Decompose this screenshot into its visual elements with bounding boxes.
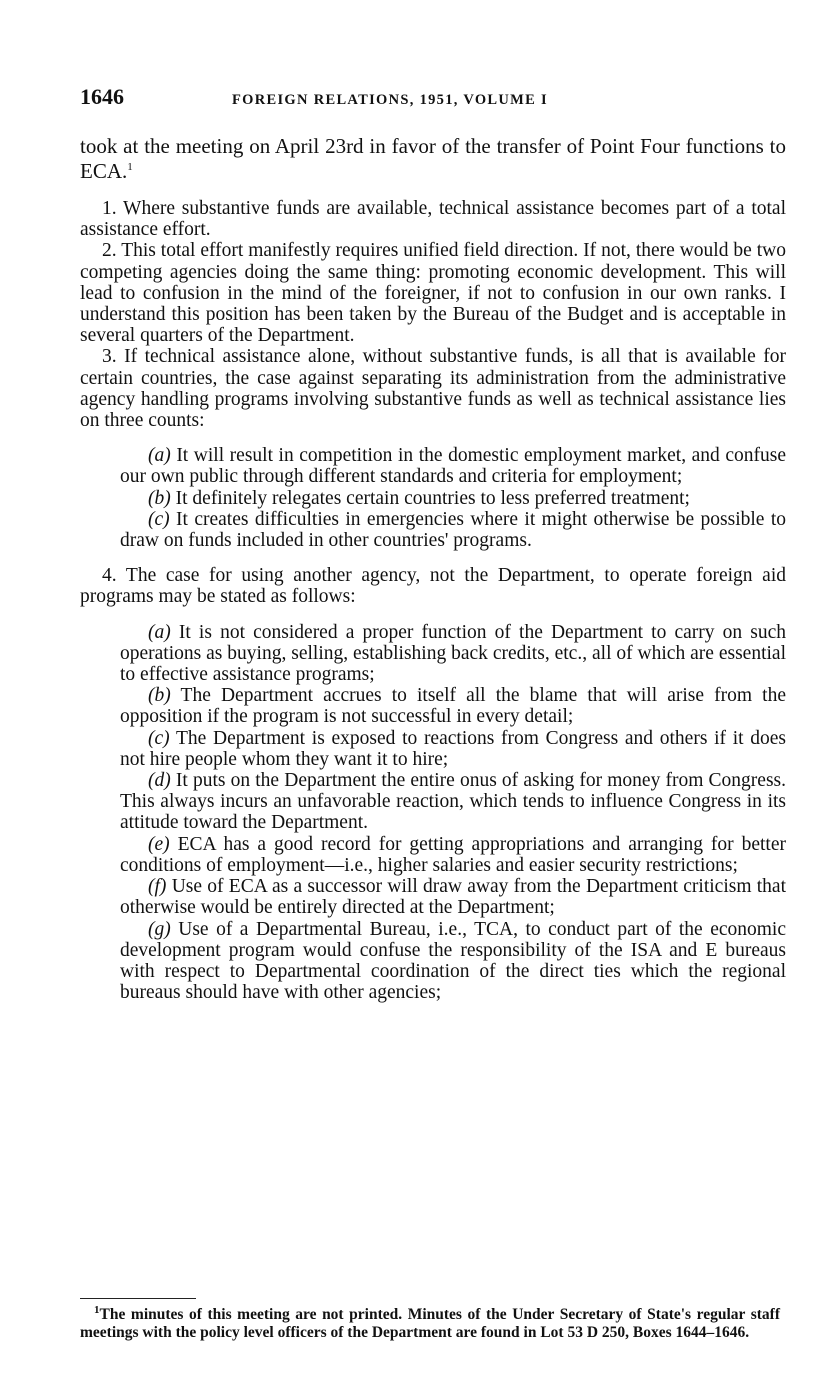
sub-item-4b xyxy=(120,685,786,727)
sub-item-text: The Department is exposed to reactions from Congress and others if it does not hire people whom they want it to hire; xyxy=(120,727,786,770)
sub-item-text: It definitely relegates certain countries to less preferred treatment; xyxy=(175,487,690,509)
sub-item-text: It is not considered a proper function of the Department to carry on such operations as buying, selling, establishing back credits, etc., all of which are essential to effective assistance programs; xyxy=(120,621,787,686)
sub-item-letter: (b) xyxy=(148,487,171,509)
sub-item-letter: (d) xyxy=(148,770,171,792)
numbered-item-4: 4. The case for using another agency, not the Department, to operate foreign aid programs may be stated as follows: xyxy=(80,565,786,608)
sub-item-4g xyxy=(120,919,786,1004)
sub-item-text: ECA has a good record for getting appropriations and arranging for better conditions of employment—i.e., higher salaries and easier security restrictions; xyxy=(120,833,786,876)
sub-item-text: The Department accrues to itself all the blame that will arise from the opposition if the program is not successful in every detail; xyxy=(120,685,787,728)
document-page xyxy=(80,84,786,1017)
sub-item-letter: (a) xyxy=(148,445,171,467)
document-body xyxy=(80,198,786,1003)
sub-item-3a xyxy=(120,445,786,487)
sub-item-4e xyxy=(120,834,786,876)
sub-item-3b xyxy=(120,488,786,509)
sub-item-letter: (c) xyxy=(148,508,170,530)
footnote xyxy=(80,1303,780,1342)
page-header xyxy=(80,84,786,120)
sub-item-4c xyxy=(120,728,786,770)
numbered-item-1: 1. Where substantive funds are available, technical assistance becomes part of a total assistance effort. xyxy=(80,198,786,241)
sub-item-text: Use of a Departmental Bureau, i.e., TCA, to conduct part of the economic development program would confuse the responsibility of the ISA and E bureaus with respect to Departmental coordination of the direct ties which the regional bureaus should have with other agencies; xyxy=(120,918,787,1004)
sub-item-letter: (g) xyxy=(148,918,171,940)
sub-item-letter: (c) xyxy=(148,727,170,749)
sub-item-text: It creates difficulties in emergencies where it might otherwise be possible to draw on funds included in other countries' programs. xyxy=(120,508,787,552)
sub-item-text: Use of ECA as a successor will draw away from the Department criticism that otherwise would be entirely directed at the Department; xyxy=(120,876,787,919)
sub-item-text: It puts on the Department the entire onus of asking for money from Congress. This always incurs an unfavorable reaction, which tends to influence Congress in its attitude toward the Department. xyxy=(120,770,786,834)
page-number: 1646 xyxy=(80,84,124,109)
numbered-item-2: 2. This total effort manifestly requires unified field direction. If not, there would be two competing agencies doing the same thing: promoting economic development. This will lead to confusion in the mind of the foreigner, if not to confusion in our own ranks. I understand this position has been taken by the Bureau of the Budget and is acceptable in several quarters of the Department. xyxy=(80,240,786,347)
sub-item-text: It will result in competition in the domestic employment market, and confuse our own public through different standards and criteria for employment; xyxy=(120,445,786,488)
sub-item-4a xyxy=(120,622,786,686)
sub-item-letter: (b) xyxy=(148,685,171,707)
sub-item-4d xyxy=(120,770,786,834)
sub-item-4f xyxy=(120,876,786,918)
sub-item-letter: (f) xyxy=(148,876,167,898)
numbered-item-3: 3. If technical assistance alone, without substantive funds, is all that is available for certain countries, the case against separating its administration from the administrative agency handling programs involving substantive funds as well as technical assistance lies on three counts: xyxy=(80,346,786,432)
lead-paragraph xyxy=(80,134,786,184)
sub-item-3c xyxy=(120,509,786,551)
sub-item-letter: (a) xyxy=(148,621,171,643)
footnote-text: The minutes of this meeting are not printed. Minutes of the Under Secretary of State's regular staff meetings with the policy level officers of the Department are found in Lot 53 D 250, Boxes 1644–1646. xyxy=(80,1306,780,1341)
sub-item-letter: (e) xyxy=(148,833,170,855)
lead-text: took at the meeting on April 23rd in favor of the transfer of Point Four functions to ECA. xyxy=(80,134,786,183)
footnote-divider xyxy=(80,1298,196,1299)
footnote-marker: 1 xyxy=(94,1303,100,1316)
footnote-reference: 1 xyxy=(127,161,133,173)
item-3-sublist xyxy=(120,445,786,551)
running-head: FOREIGN RELATIONS, 1951, VOLUME I xyxy=(232,92,548,108)
item-4-sublist xyxy=(120,622,786,1004)
